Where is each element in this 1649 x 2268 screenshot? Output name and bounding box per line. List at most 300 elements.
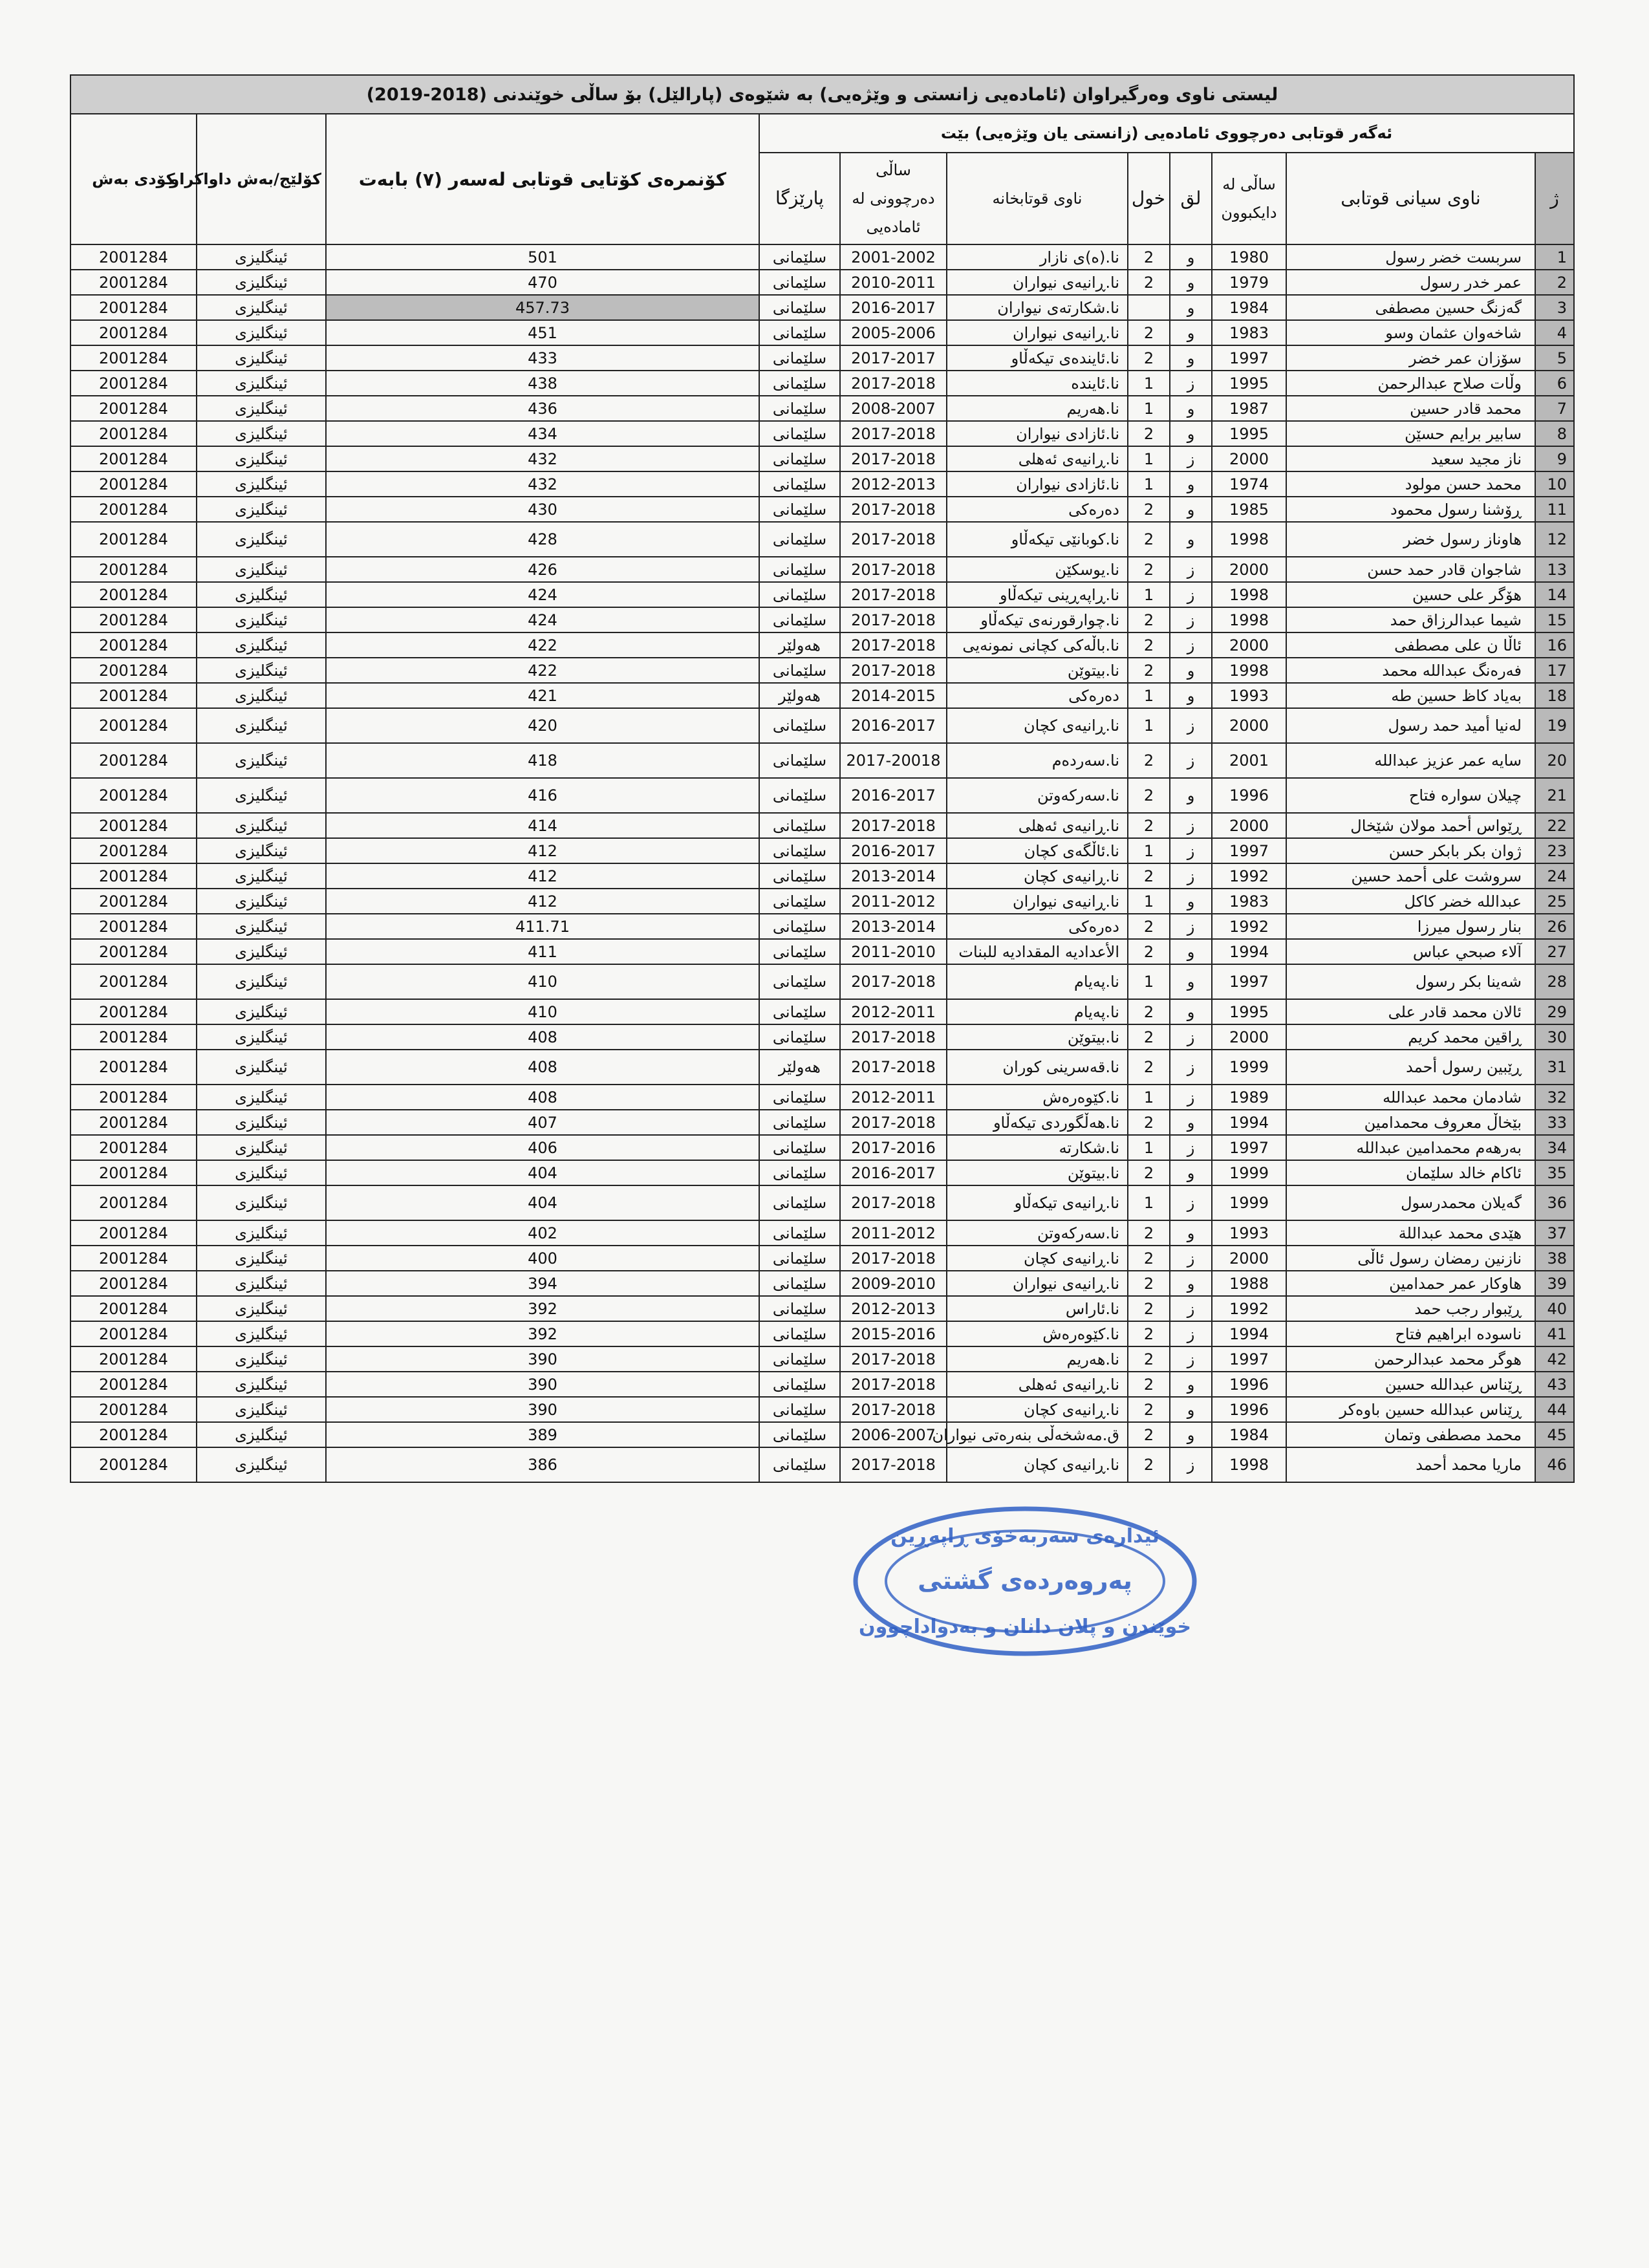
birth-year-cell: 1998 [1212,658,1286,683]
table-row [70,1271,1574,1296]
college-cell: ئینگلیزی [197,1447,326,1482]
graduation-year-cell: 2017-2018 [840,421,947,446]
gender-cell: و [1170,1271,1212,1296]
graduation-year-cell: 2017-2018 [840,813,947,838]
row-number-cell: 9 [1535,446,1574,471]
birth-year-cell: 1993 [1212,683,1286,708]
department-code-cell: 2001284 [70,1160,197,1185]
school-name-cell: نا.ڕانیەی کچان [947,1397,1128,1422]
student-name-cell: ناز مجید سعید [1286,446,1535,471]
row-number-cell: 45 [1535,1422,1574,1447]
round-cell: 2 [1128,743,1170,778]
final-score-cell: 407 [326,1110,759,1135]
final-score-cell: 400 [326,1246,759,1271]
final-score-cell: 424 [326,607,759,632]
graduation-year-cell: 2011-2012 [840,889,947,914]
graduation-year-cell: 2017-2018 [840,658,947,683]
province-cell: سلێمانی [759,1135,840,1160]
birth-year-cell: 1980 [1212,244,1286,270]
college-cell: ئینگلیزی [197,914,326,939]
province-cell: سلێمانی [759,1085,840,1110]
province-cell: سلێمانی [759,1110,840,1135]
department-code-cell: 2001284 [70,658,197,683]
graduation-year-cell: 2013-2014 [840,863,947,889]
gender-cell: و [1170,1160,1212,1185]
final-score-cell: 430 [326,497,759,522]
birth-year-cell: 1979 [1212,270,1286,295]
student-name-cell: عمر خدر رسول [1286,270,1535,295]
department-code-cell: 2001284 [70,421,197,446]
table-row [70,658,1574,683]
birth-year-cell: 1996 [1212,1397,1286,1422]
final-score-cell: 433 [326,345,759,371]
gender-cell: و [1170,1372,1212,1397]
table-row [70,778,1574,813]
birth-year-cell: 1988 [1212,1271,1286,1296]
final-score-cell: 406 [326,1135,759,1160]
college-cell: ئینگلیزی [197,471,326,497]
department-code-cell: 2001284 [70,914,197,939]
table-row [70,582,1574,607]
round-cell: 1 [1128,471,1170,497]
department-code-cell: 2001284 [70,295,197,320]
graduation-year-cell: 2017-20018 [840,743,947,778]
round-cell: 1 [1128,1085,1170,1110]
department-code-cell: 2001284 [70,396,197,421]
department-code-cell: 2001284 [70,345,197,371]
row-number-cell: 11 [1535,497,1574,522]
province-cell: سلێمانی [759,497,840,522]
school-name-cell: نا.ئازادی نیواران [947,421,1128,446]
province-cell: سلێمانی [759,1160,840,1185]
round-cell: 1 [1128,683,1170,708]
department-code-cell: 2001284 [70,557,197,582]
gender-cell: ز [1170,1185,1212,1220]
birth-year-cell: 1998 [1212,582,1286,607]
table-row [70,1185,1574,1220]
graduation-year-cell: 2016-2017 [840,778,947,813]
student-name-cell: هاوکار عمر حمدامین [1286,1271,1535,1296]
round-cell: 1 [1128,964,1170,999]
graduation-year-cell: 2005-2006 [840,320,947,345]
school-name-cell: نا.کێوەرەش [947,1321,1128,1346]
department-code-cell: 2001284 [70,999,197,1024]
table-row [70,522,1574,557]
graduation-year-cell: 2017-2016 [840,1135,947,1160]
round-cell: 1 [1128,708,1170,743]
province-cell: سلێمانی [759,889,840,914]
province-cell: سلێمانی [759,939,840,964]
college-cell: ئینگلیزی [197,497,326,522]
student-name-cell: هۆگر علی حسین [1286,582,1535,607]
graduate-group-header: ئەگەر قوتابی دەرچووی ئامادەیی (زانستی یان وێژەیی) بێت [759,114,1574,153]
final-score-cell: 436 [326,396,759,421]
final-score-cell: 422 [326,658,759,683]
graduation-year-cell: 2016-2017 [840,838,947,863]
table-row [70,1246,1574,1271]
row-number-cell: 39 [1535,1271,1574,1296]
gender-cell: ز [1170,838,1212,863]
graduation-year-cell: 2014-2015 [840,683,947,708]
college-cell: ئینگلیزی [197,838,326,863]
department-code-cell: 2001284 [70,244,197,270]
round-cell [1128,295,1170,320]
college-cell: ئینگلیزی [197,1346,326,1372]
table-row [70,371,1574,396]
accepted-students-table [70,74,1575,1483]
student-name-cell: گەزنگ حسین مصطفی [1286,295,1535,320]
birth-year-header: ساڵی لە دایکبوون [1212,153,1286,244]
college-cell: ئینگلیزی [197,1271,326,1296]
college-cell: ئینگلیزی [197,557,326,582]
college-cell: ئینگلیزی [197,1246,326,1271]
college-cell: ئینگلیزی [197,1085,326,1110]
row-number-cell: 5 [1535,345,1574,371]
school-name-cell: نا.بیتوێن [947,1024,1128,1050]
province-cell: سلێمانی [759,743,840,778]
province-cell: سلێمانی [759,1024,840,1050]
birth-year-cell: 1983 [1212,320,1286,345]
school-name-cell: نا.سەرکەوتن [947,778,1128,813]
birth-year-cell: 1993 [1212,1220,1286,1246]
school-name-cell: نا.هەڵگوردی تیکەڵاو [947,1110,1128,1135]
row-number-cell: 10 [1535,471,1574,497]
official-stamp [850,1504,1200,1659]
stamp-line3: خوێندن و پلان دانان و بەدواداچوون [859,1615,1191,1638]
gender-cell: ز [1170,813,1212,838]
school-name-cell: الأعدادیە المقدادیە للبنات [947,939,1128,964]
student-name-cell: محمد قادر حسین [1286,396,1535,421]
graduation-year-cell: 2017-2018 [840,1447,947,1482]
final-score-cell: 394 [326,1271,759,1296]
round-cell: 2 [1128,632,1170,658]
province-cell: سلێمانی [759,1372,840,1397]
row-number-cell: 3 [1535,295,1574,320]
table-row [70,708,1574,743]
table-row [70,1024,1574,1050]
birth-year-cell: 1998 [1212,1447,1286,1482]
birth-year-cell: 2000 [1212,1246,1286,1271]
graduation-year-cell: 2016-2017 [840,708,947,743]
college-cell: ئینگلیزی [197,607,326,632]
department-code-cell: 2001284 [70,939,197,964]
graduation-year-cell: 2017-2018 [840,1050,947,1085]
province-cell: سلێمانی [759,964,840,999]
school-name-cell: ق.مەشخەڵی بنەرەتی نیواران [947,1422,1128,1447]
student-name-cell: محمد مصطفی وتمان [1286,1422,1535,1447]
department-code-cell: 2001284 [70,497,197,522]
final-score-cell: 412 [326,863,759,889]
school-name-cell: نا.ڕانیەی نیواران [947,1271,1128,1296]
row-number-cell: 4 [1535,320,1574,345]
gender-cell: ز [1170,1024,1212,1050]
stamp-line1: ئیدارەی سەربەخۆی ڕاپەڕین [890,1525,1159,1548]
row-number-cell: 13 [1535,557,1574,582]
round-cell: 2 [1128,1050,1170,1085]
gender-cell: ز [1170,632,1212,658]
gender-cell: و [1170,999,1212,1024]
table-row [70,743,1574,778]
province-cell: سلێمانی [759,270,840,295]
graduation-year-cell: 2017-2018 [840,1372,947,1397]
name-header: ناوی سیانی قوتابی [1286,153,1535,244]
table-row [70,1296,1574,1321]
table-row [70,557,1574,582]
gender-cell: ز [1170,371,1212,396]
school-name-cell: نا.قەسرینی کوران [947,1050,1128,1085]
student-name-cell: شاخەوان عثمان وسو [1286,320,1535,345]
row-number-cell: 31 [1535,1050,1574,1085]
department-code-cell: 2001284 [70,863,197,889]
final-score-cell: 390 [326,1372,759,1397]
row-number-cell: 17 [1535,658,1574,683]
gender-header: لق [1170,153,1212,244]
college-cell: ئینگلیزی [197,582,326,607]
table-row [70,964,1574,999]
final-score-cell: 420 [326,708,759,743]
gender-cell: و [1170,1220,1212,1246]
student-name-cell: ئالان محمد قادر علی [1286,999,1535,1024]
gender-cell: ز [1170,743,1212,778]
province-header: پارێزگا [759,153,840,244]
student-name-cell: ماریا محمد أحمد [1286,1447,1535,1482]
final-score-cell: 411.71 [326,914,759,939]
province-cell: سلێمانی [759,582,840,607]
gender-cell: و [1170,471,1212,497]
gender-cell: و [1170,295,1212,320]
table-row [70,999,1574,1024]
row-number-cell: 30 [1535,1024,1574,1050]
round-header: خول [1128,153,1170,244]
student-name-cell: ئاکام خالد سلێمان [1286,1160,1535,1185]
province-cell: سلێمانی [759,345,840,371]
school-name-cell: نا.باڵەکی کچانی نمونەیی [947,632,1128,658]
final-score-cell: 451 [326,320,759,345]
department-code-cell: 2001284 [70,1135,197,1160]
student-name-cell: شەینا بکر رسول [1286,964,1535,999]
table-row [70,1220,1574,1246]
department-code-cell: 2001284 [70,582,197,607]
college-cell: ئینگلیزی [197,889,326,914]
department-code-cell: 2001284 [70,1422,197,1447]
birth-year-cell: 1994 [1212,1321,1286,1346]
department-code-cell: 2001284 [70,1085,197,1110]
gender-cell: و [1170,345,1212,371]
student-name-cell: شاجوان قادر حمد حسن [1286,557,1535,582]
final-score-cell: 392 [326,1296,759,1321]
gender-cell: ز [1170,1447,1212,1482]
student-name-cell: ڕێواس أحمد مولان شێخال [1286,813,1535,838]
table-row [70,683,1574,708]
school-name-cell: دەرەکی [947,914,1128,939]
student-name-cell: هاوناز رسول خضر [1286,522,1535,557]
province-cell: سلێمانی [759,658,840,683]
graduation-year-cell: 2013-2014 [840,914,947,939]
round-cell: 2 [1128,1246,1170,1271]
department-code-cell: 2001284 [70,778,197,813]
school-name-cell: نا.هەریم [947,396,1128,421]
school-name-cell: نا.چوارقورنەی تیکەڵاو [947,607,1128,632]
table-row [70,320,1574,345]
department-code-cell: 2001284 [70,1372,197,1397]
code-header: کۆدی بەش [70,114,197,244]
province-cell: سلێمانی [759,1321,840,1346]
final-score-cell: 412 [326,889,759,914]
birth-year-cell: 1998 [1212,607,1286,632]
student-name-cell: لەنیا أمید حمد رسول [1286,708,1535,743]
round-cell: 2 [1128,658,1170,683]
graduation-year-cell: 2017-2018 [840,522,947,557]
round-cell: 2 [1128,557,1170,582]
graduation-year-cell: 2017-2018 [840,582,947,607]
round-cell: 2 [1128,345,1170,371]
birth-year-cell: 1997 [1212,1135,1286,1160]
final-score-cell: 410 [326,964,759,999]
province-cell: سلێمانی [759,999,840,1024]
province-cell: سلێمانی [759,1346,840,1372]
college-cell: ئینگلیزی [197,1050,326,1085]
college-cell: ئینگلیزی [197,295,326,320]
birth-year-cell: 2000 [1212,446,1286,471]
round-cell: 2 [1128,497,1170,522]
final-score-cell: 412 [326,838,759,863]
row-number-cell: 26 [1535,914,1574,939]
graduation-year-cell: 2008-2007 [840,396,947,421]
document [71,74,1575,1483]
final-score-cell: 411 [326,939,759,964]
gender-cell: ز [1170,607,1212,632]
province-cell: سلێمانی [759,813,840,838]
school-name-cell: نا.کێوەرەش [947,1085,1128,1110]
row-number-cell: 35 [1535,1160,1574,1185]
department-code-cell: 2001284 [70,371,197,396]
row-number-cell: 32 [1535,1085,1574,1110]
birth-year-cell: 1989 [1212,1085,1286,1110]
row-number-cell: 1 [1535,244,1574,270]
round-cell: 2 [1128,1397,1170,1422]
department-code-cell: 2001284 [70,1220,197,1246]
final-score-cell: 428 [326,522,759,557]
student-name-cell: ژوان بکر بابکر حسن [1286,838,1535,863]
round-cell: 2 [1128,778,1170,813]
college-cell: ئینگلیزی [197,658,326,683]
round-cell: 2 [1128,421,1170,446]
province-cell: سلێمانی [759,295,840,320]
student-name-cell: ناسودە ابراهیم فتاح [1286,1321,1535,1346]
student-name-cell: ئاڵا ن علی مصطفی [1286,632,1535,658]
round-cell: 2 [1128,522,1170,557]
province-cell: سلێمانی [759,1397,840,1422]
graduation-year-cell: 2017-2018 [840,1246,947,1271]
row-number-cell: 7 [1535,396,1574,421]
graduation-year-cell: 2011-2012 [840,1220,947,1246]
table-row [70,1110,1574,1135]
row-number-cell: 40 [1535,1296,1574,1321]
row-number-cell: 20 [1535,743,1574,778]
school-name-cell: نا.بیتوێن [947,1160,1128,1185]
school-name-cell: نا.ئازادی نیواران [947,471,1128,497]
row-number-cell: 2 [1535,270,1574,295]
birth-year-cell: 1996 [1212,1372,1286,1397]
department-code-cell: 2001284 [70,1397,197,1422]
college-cell: ئینگلیزی [197,813,326,838]
round-cell: 2 [1128,1024,1170,1050]
graduation-year-cell: 2017-2018 [840,1024,947,1050]
college-cell: ئینگلیزی [197,396,326,421]
school-name-cell: نا.ڕانیەی کچان [947,863,1128,889]
student-name-cell: بنار رسول میرزا [1286,914,1535,939]
table-row [70,607,1574,632]
college-cell: ئینگلیزی [197,1185,326,1220]
student-name-cell: فەرەنگ عبدالله محمد [1286,658,1535,683]
department-code-cell: 2001284 [70,1024,197,1050]
table-row [70,1346,1574,1372]
round-cell: 1 [1128,396,1170,421]
student-name-cell: گەیلان محمدرسول [1286,1185,1535,1220]
college-cell: ئینگلیزی [197,1397,326,1422]
gender-cell: و [1170,889,1212,914]
department-code-cell: 2001284 [70,1246,197,1271]
school-name-cell: نا.ڕانیەی ئەهلی [947,1372,1128,1397]
birth-year-cell: 1995 [1212,371,1286,396]
final-score-cell: 422 [326,632,759,658]
school-name-cell: نا.ئاراس [947,1296,1128,1321]
final-score-cell: 402 [326,1220,759,1246]
score-header: کۆنمرەی کۆتایی قوتابی لەسەر (٧) بابەت [326,114,759,244]
college-cell: ئینگلیزی [197,1110,326,1135]
graduation-year-cell: 2017-2017 [840,345,947,371]
student-name-cell: ڕۆشنا رسول محمود [1286,497,1535,522]
table-row [70,1447,1574,1482]
student-name-cell: محمد حسن مولود [1286,471,1535,497]
student-name-cell: بەرهەم محمدامین عبدالله [1286,1135,1535,1160]
final-score-cell: 404 [326,1160,759,1185]
round-cell: 1 [1128,889,1170,914]
row-number-cell: 21 [1535,778,1574,813]
graduation-year-cell: 2006-2007 [840,1422,947,1447]
final-score-cell: 390 [326,1397,759,1422]
final-score-cell: 414 [326,813,759,838]
table-row [70,1422,1574,1447]
student-name-cell: بێخاڵ معروف محمدامین [1286,1110,1535,1135]
college-cell: ئینگلیزی [197,1372,326,1397]
gender-cell: و [1170,244,1212,270]
graduation-year-cell: 2017-2018 [840,497,947,522]
graduation-year-cell: 2017-2018 [840,1397,947,1422]
round-cell: 2 [1128,270,1170,295]
table-row [70,1397,1574,1422]
table-row [70,939,1574,964]
department-code-cell: 2001284 [70,471,197,497]
department-code-cell: 2001284 [70,1050,197,1085]
final-score-cell: 470 [326,270,759,295]
department-code-cell: 2001284 [70,813,197,838]
student-name-cell: هێدی محمد عبداللة [1286,1220,1535,1246]
row-number-cell: 25 [1535,889,1574,914]
college-cell: ئینگلیزی [197,999,326,1024]
no-header: ژ [1535,153,1574,244]
gender-cell: و [1170,497,1212,522]
final-score-cell: 432 [326,446,759,471]
department-code-cell: 2001284 [70,889,197,914]
graduation-year-cell: 2012-2011 [840,1085,947,1110]
department-code-cell: 2001284 [70,1321,197,1346]
student-name-cell: ڕێناس عبدالله حسین باوەکر [1286,1397,1535,1422]
school-name-cell: دەرەکی [947,497,1128,522]
province-cell: سلێمانی [759,778,840,813]
college-cell: ئینگلیزی [197,743,326,778]
graduation-year-cell: 2017-2018 [840,1110,947,1135]
